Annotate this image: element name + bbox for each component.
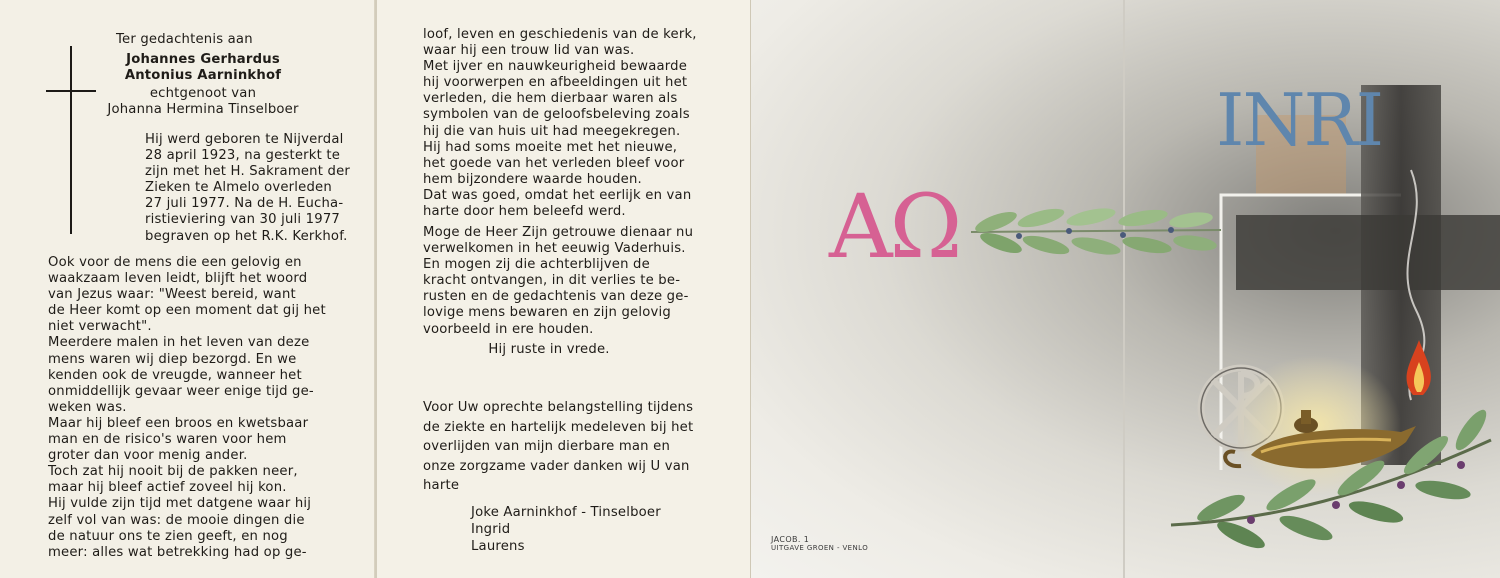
text-line: mens waren wij diep bezorgd. En we <box>48 351 297 367</box>
text-line: harte <box>423 478 460 494</box>
signature-line: Laurens <box>471 538 525 554</box>
text-line: Toch zat hij nooit bij de pakken neer, <box>48 464 298 480</box>
text-line: Hij werd geboren te Nijverdal <box>145 132 344 147</box>
text-line: overlijden van mijn dierbare man en <box>423 439 671 455</box>
text-line: maar hij bleef actief zoveel hij kon. <box>48 480 287 496</box>
header-block <box>48 32 358 118</box>
text-line: loof, leven en geschiedenis van de kerk, <box>423 27 697 42</box>
text-line: Met ijver en nauwkeurigheid bewaarde <box>423 59 688 75</box>
text-line: meer: alles wat betrekking had op ge- <box>48 544 307 560</box>
text-line: hem bijzondere waarde houden. <box>423 171 642 187</box>
text-line: waar hij een trouw lid van was. <box>423 43 635 59</box>
spouse-name: Johanna Hermina Tinselboer <box>107 102 299 118</box>
text-line: kenden ook de vreugde, wanneer het <box>48 367 302 383</box>
text-line: onmiddellijk gevaar weer enige tijd ge- <box>48 383 314 399</box>
body-text-continued <box>423 27 705 220</box>
text-line: waakzaam leven leidt, blijft het woord <box>48 271 308 287</box>
text-line: Meerdere malen in het leven van deze <box>48 335 310 351</box>
cross-shape-horizontal <box>1236 215 1500 290</box>
text-line: weken was. <box>48 399 127 415</box>
signatures <box>471 505 711 555</box>
panel-left <box>0 0 375 578</box>
text-line: harte door hem beleefd werd. <box>423 204 626 220</box>
deceased-name-line1: Johannes Gerhardus <box>126 52 280 68</box>
prayer-text <box>423 225 705 358</box>
thanks-text <box>423 398 705 496</box>
text-line: Moge de Heer Zijn getrouwe dienaar nu <box>423 225 694 240</box>
text-line: Hij had soms moeite met het nieuwe, <box>423 139 678 155</box>
text-line: ristieviering van 30 juli 1977 <box>145 212 341 228</box>
text-line: groter dan voor menig ander. <box>48 448 248 464</box>
text-line: zelf vol van was: de mooie dingen die <box>48 512 305 528</box>
birth-death-text <box>145 132 351 245</box>
publisher-imprint <box>771 535 868 553</box>
text-line: symbolen van de geloofsbeleving zoals <box>423 107 690 123</box>
text-line: de ziekte en hartelijk medeleven bij het <box>423 419 694 435</box>
text-line: lovige mens bewaren en zijn gelovig <box>423 305 671 321</box>
spouse-intro: echtgenoot van <box>149 86 257 102</box>
text-line: 28 april 1923, na gesterkt te <box>145 148 341 164</box>
publisher-line1: JACOB. 1 <box>771 535 810 544</box>
text-line: de Heer komt op een moment dat gij het <box>48 303 326 319</box>
text-line: verwelkomen in het eeuwig Vaderhuis. <box>423 241 686 257</box>
text-line: rusten en de gedachtenis van deze ge- <box>423 289 689 305</box>
text-line: man en de risico's waren voor hem <box>48 432 287 448</box>
cover-illustration <box>751 0 1500 578</box>
panel-middle <box>375 0 751 578</box>
text-line: Ook voor de mens die een gelovig en <box>48 255 302 270</box>
cover-fold <box>1123 0 1125 578</box>
body-text <box>48 255 330 561</box>
olive-branch-top <box>971 205 1221 258</box>
text-line: kracht ontvangen, in dit verlies te be- <box>423 273 681 289</box>
alpha-omega-symbol: AΩ <box>829 175 960 278</box>
text-line: het goede van het verleden bleef voor <box>423 155 685 171</box>
rest-in-peace: Hij ruste in vrede. <box>488 341 610 357</box>
cover-art <box>751 0 1500 578</box>
signature-line: Ingrid <box>471 521 511 537</box>
text-line: voorbeeld in ere houden. <box>423 321 594 337</box>
text-line: 27 juli 1977. Na de H. Eucha- <box>145 196 344 212</box>
text-line: En mogen zij die achterblijven de <box>423 257 650 273</box>
text-line: hij die van huis uit had meegekregen. <box>423 123 681 139</box>
publisher-line2: UITGAVE GROEN - VENLO <box>771 544 869 552</box>
text-line: hij voorwerpen en afbeeldingen uit het <box>423 75 688 91</box>
text-line: Hij vulde zijn tijd met datgene waar hij <box>48 496 312 512</box>
fold-line <box>375 0 377 578</box>
text-line: Voor Uw oprechte belangstelling tijdens <box>423 400 694 415</box>
text-line: van Jezus waar: "Weest bereid, want <box>48 287 296 303</box>
text-line: Dat was goed, omdat het eerlijk en van <box>423 187 692 203</box>
text-line: onze zorgzame vader danken wij U van <box>423 458 690 474</box>
text-line: Zieken te Almelo overleden <box>145 180 332 196</box>
text-line: zijn met het H. Sakrament der <box>145 164 351 180</box>
deceased-name-line2: Antonius Aarninkhof <box>124 68 282 84</box>
signature-line: Joke Aarninkhof - Tinselboer <box>471 505 661 520</box>
text-line: de natuur ons te zien geeft, en nog <box>48 528 288 544</box>
text-line: niet verwacht". <box>48 319 152 335</box>
text-line: verleden, die hem dierbaar waren als <box>423 91 678 107</box>
text-line: Maar hij bleef een broos en kwetsbaar <box>48 415 309 431</box>
intro-text: Ter gedachtenis aan <box>116 32 253 47</box>
text-line: begraven op het R.K. Kerkhof. <box>145 228 348 244</box>
inri-title: INRI <box>1216 78 1383 162</box>
